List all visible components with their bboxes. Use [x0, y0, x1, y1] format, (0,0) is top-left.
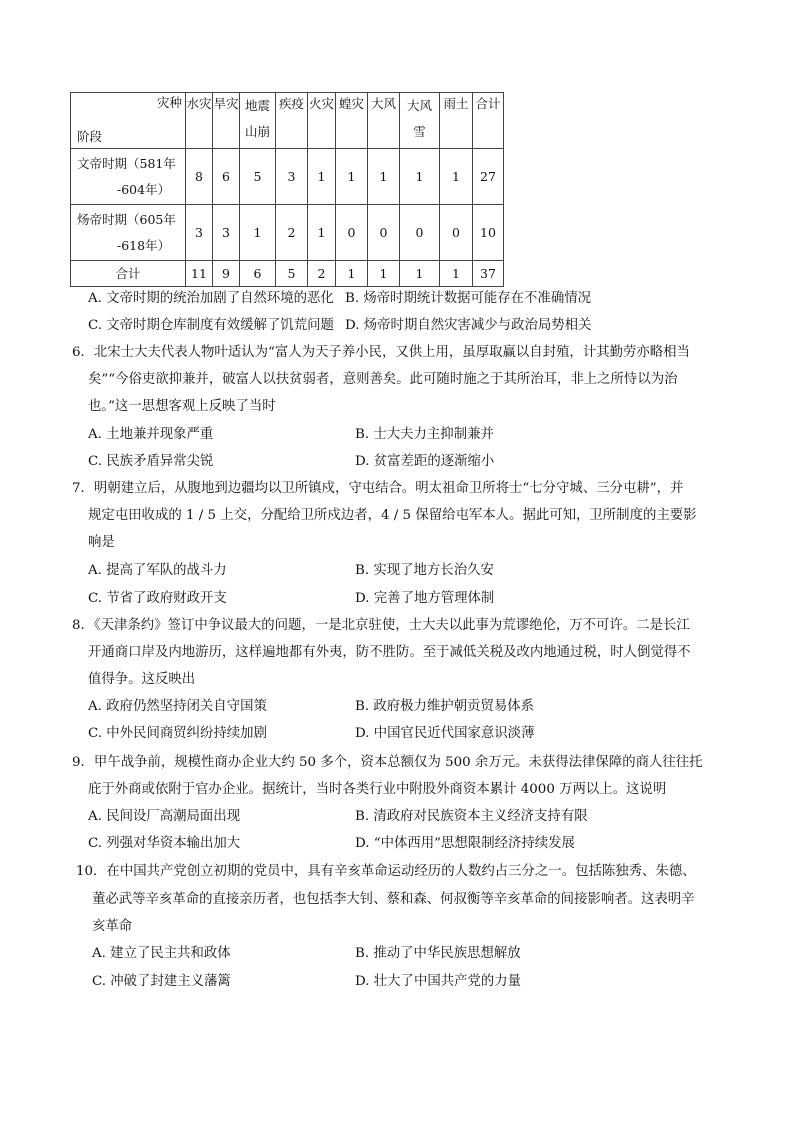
table-row [71, 261, 504, 287]
value-cell: 27 [473, 149, 504, 205]
q5-option-a: A. 文帝时期的统治加剧了自然环境的恶化 [88, 291, 334, 306]
value-cell: 9 [213, 261, 240, 287]
q10-stem-line: 董必武等辛亥革命的直接亲历者，也包括李大钊、蔡和森、何叔衡等辛亥革命的间接影响者。这表明辛 [92, 892, 695, 907]
stage-cell: 合计 [71, 261, 186, 287]
q8-option-c: C. 中外民间商贸纠纷持续加剧 [88, 726, 267, 741]
value-cell: 5 [276, 261, 308, 287]
q8-stem-line: 8．《天津条约》签订中争议最大的问题，一是北京驻使，士大夫以此事为荒谬绝伦，万不可许。二是长江 [72, 618, 690, 633]
q10-option-d: D. 壮大了中国共产党的力量 [355, 974, 522, 989]
value-cell: 0 [368, 205, 400, 261]
q5-option-b: B. 炀帝时期统计数据可能存在不准确情况 [345, 291, 591, 306]
q6-option-b: B. 士大夫力主抑制兼并 [355, 427, 494, 442]
q8-option-b: B. 政府极力维护朝贡贸易体系 [355, 699, 535, 714]
value-cell: 11 [186, 261, 213, 287]
value-cell: 5 [240, 149, 276, 205]
disaster-table [70, 92, 504, 287]
value-cell: 1 [400, 149, 440, 205]
col-header: 蝗灾 [336, 93, 368, 149]
q9-stem-line: 庇于外商或依附于官办企业。据统计，当时各类行业中附股外商资本累计 4000 万两以上。这说明 [88, 782, 667, 797]
value-cell: 3 [276, 149, 308, 205]
value-cell: 1 [368, 261, 400, 287]
table-corner-cell [71, 93, 186, 149]
q7-option-d: D. 完善了地方管理体制 [355, 591, 495, 606]
col-header: 雨土 [440, 93, 473, 149]
q7-stem-line: 响是 [88, 535, 115, 550]
q7-option-c: C. 节省了政府财政开支 [88, 591, 227, 606]
q9-option-d: D. “中体西用”思想限制经济持续发展 [355, 836, 575, 851]
value-cell: 1 [368, 149, 400, 205]
table-row [71, 149, 504, 205]
col-header: 旱灾 [213, 93, 240, 149]
col-header: 水灾 [186, 93, 213, 149]
q7-stem-line: 规定屯田收成的 1 / 5 上交，分配给卫所戍边者，4 / 5 保留给屯军本人。据此可知，卫所制度的主要影 [88, 508, 697, 523]
stage-cell: 炀帝时期（605年 -618年） [71, 205, 186, 261]
q5-option-c: C. 文帝时期仓库制度有效缓解了饥荒问题 [88, 318, 334, 333]
corner-label-disaster: 灾种 [156, 95, 182, 110]
col-header: 合计 [473, 93, 504, 149]
q9-stem-line: 9．甲午战争前，规模性商办企业大约 50 多个，资本总额仅为 500 余万元。未获得法律保障的商人往往托 [72, 755, 703, 770]
value-cell: 0 [440, 205, 473, 261]
q6-option-d: D. 贫富差距的逐渐缩小 [355, 454, 495, 469]
value-cell: 1 [336, 149, 368, 205]
col-header: 火灾 [308, 93, 336, 149]
q8-option-a: A. 政府仍然坚持闭关自守国策 [88, 699, 267, 714]
value-cell: 2 [308, 261, 336, 287]
value-cell: 1 [240, 205, 276, 261]
q8-stem-line: 开通商口岸及内地游历，这样遍地都有外夷，防不胜防。至于减低关税及改内地通过税，时人倒觉得不 [88, 645, 691, 660]
q10-stem-line: 10．在中国共产党创立初期的党员中，具有辛亥革命运动经历的人数约占三分之一。包括陈独秀、朱德、 [76, 864, 696, 879]
col-header: 地震 山崩 [240, 93, 276, 149]
value-cell: 1 [308, 149, 336, 205]
q7-stem-line: 7．明朝建立后，从腹地到边疆均以卫所镇戍，守屯结合。明太祖命卫所将士“七分守城、三分屯耕”，并 [72, 481, 684, 496]
value-cell: 3 [213, 205, 240, 261]
q6-stem-line: 6．北宋士大夫代表人物叶适认为“富人为天子养小民，又供上用，虽厚取赢以自封殖，计其勤劳亦略相当 [72, 345, 690, 360]
corner-label-stage: 阶段 [77, 129, 103, 144]
value-cell: 1 [440, 149, 473, 205]
q10-option-b: B. 推动了中华民族思想解放 [355, 946, 521, 961]
q9-option-c: C. 列强对华资本输出加大 [88, 836, 241, 851]
col-header: 大风 雪 [400, 93, 440, 149]
value-cell: 37 [473, 261, 504, 287]
value-cell: 8 [186, 149, 213, 205]
q6-stem-line: 矣”“今俗吏欲抑兼并，破富人以扶贫弱者，意则善矣。此可随时施之于其所治耳，非上之所恃以为治 [88, 372, 678, 387]
value-cell: 1 [440, 261, 473, 287]
value-cell: 6 [240, 261, 276, 287]
q9-option-b: B. 清政府对民族资本主义经济支持有限 [355, 809, 588, 824]
q8-option-d: D. 中国官民近代国家意识淡薄 [355, 726, 535, 741]
value-cell: 0 [336, 205, 368, 261]
q5-option-d: D. 炀帝时期自然灾害减少与政治局势相关 [345, 318, 592, 333]
col-header: 大风 [368, 93, 400, 149]
q6-stem-line: 也。”这一思想客观上反映了当时 [88, 399, 276, 414]
value-cell: 2 [276, 205, 308, 261]
q10-option-a: A. 建立了民主共和政体 [92, 946, 231, 961]
q6-option-c: C. 民族矛盾异常尖锐 [88, 454, 214, 469]
q7-option-a: A. 提高了军队的战斗力 [88, 563, 227, 578]
col-header: 疾疫 [276, 93, 308, 149]
q8-stem-line: 值得争。这反映出 [88, 672, 196, 687]
value-cell: 0 [400, 205, 440, 261]
table-row [71, 205, 504, 261]
value-cell: 1 [400, 261, 440, 287]
value-cell: 3 [186, 205, 213, 261]
q7-option-b: B. 实现了地方长治久安 [355, 563, 494, 578]
value-cell: 1 [308, 205, 336, 261]
q10-option-c: C. 冲破了封建主义藩篱 [92, 974, 231, 989]
q6-option-a: A. 土地兼并现象严重 [88, 427, 214, 442]
value-cell: 6 [213, 149, 240, 205]
value-cell: 10 [473, 205, 504, 261]
q10-stem-line: 亥革命 [92, 919, 133, 934]
stage-cell: 文帝时期（581年 -604年） [71, 149, 186, 205]
q9-option-a: A. 民间设厂高潮局面出现 [88, 809, 241, 824]
value-cell: 1 [336, 261, 368, 287]
